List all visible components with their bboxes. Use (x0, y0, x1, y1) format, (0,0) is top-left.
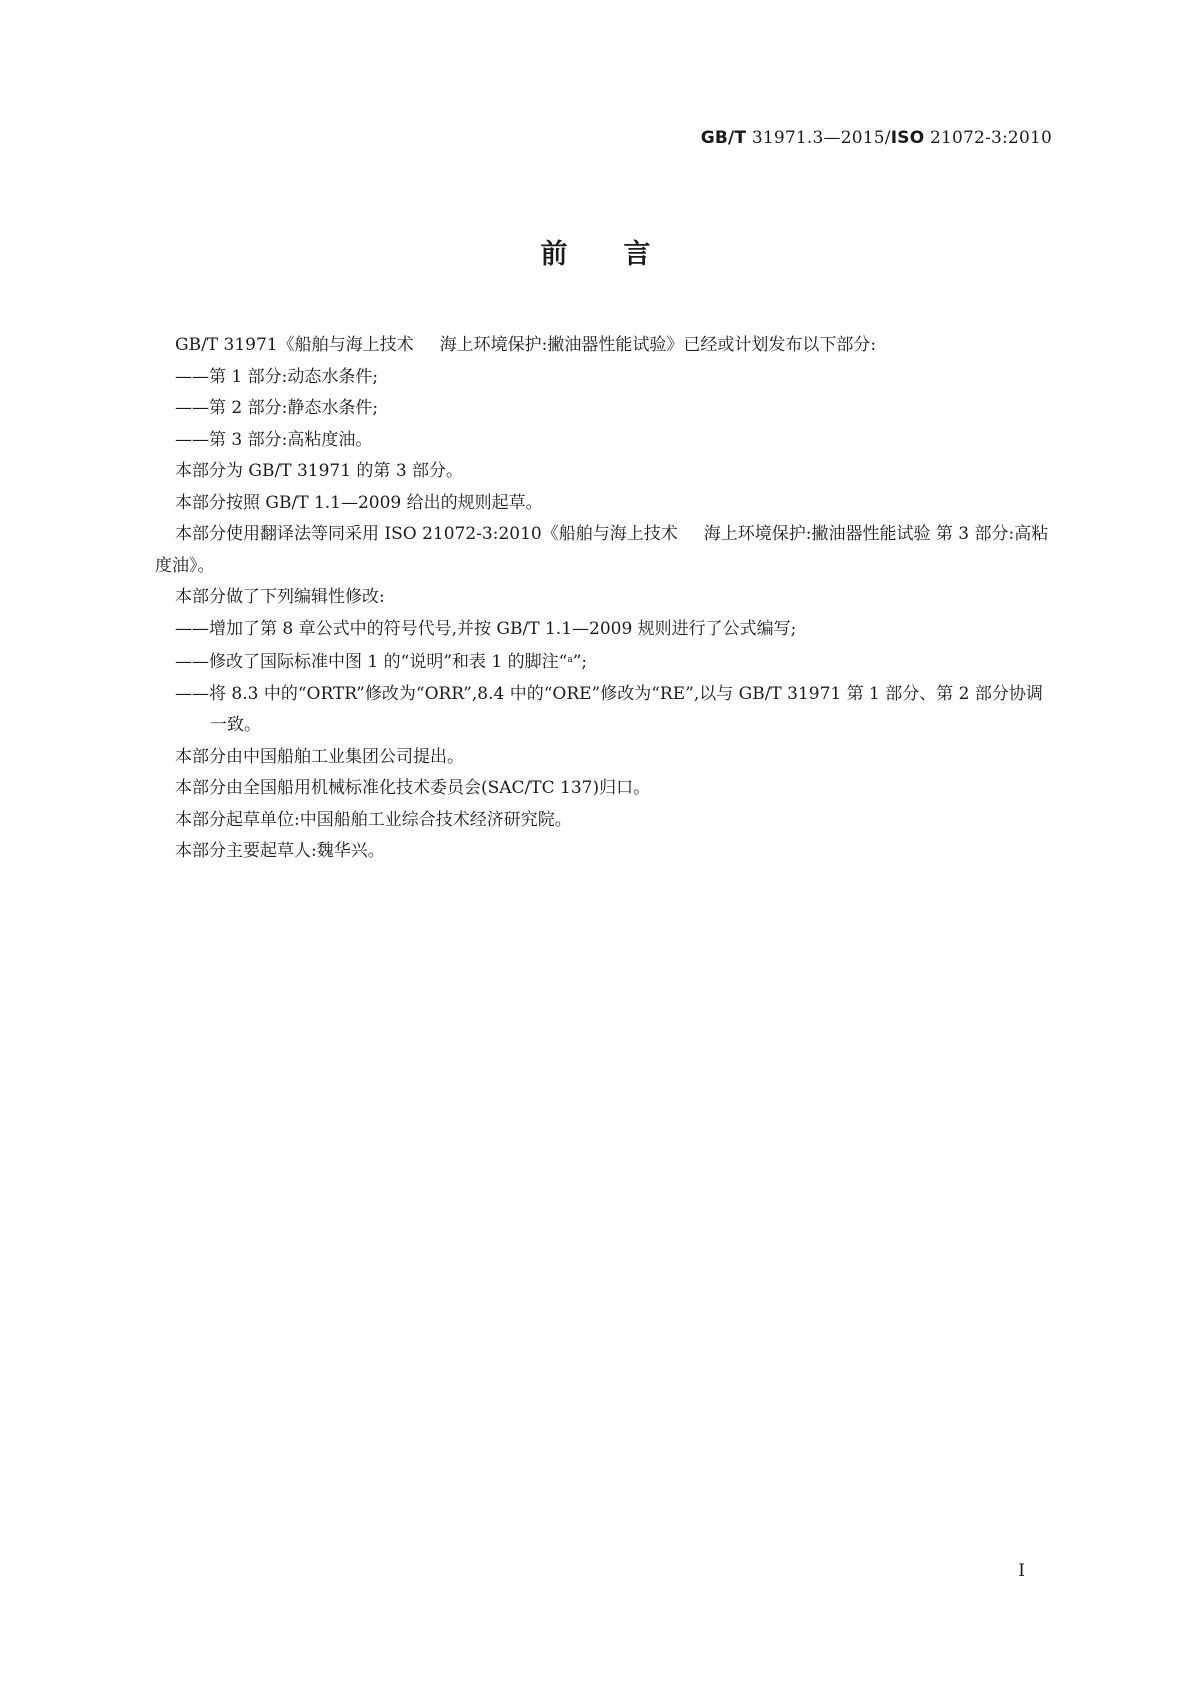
modification-2-text-b: ”; (572, 652, 588, 672)
list-item-modification-2 (155, 645, 1053, 679)
list-item-part2: ——第 2 部分:静态水条件; (175, 398, 379, 418)
paragraph-series-intro (155, 330, 1053, 362)
footnote-marker: a (567, 655, 573, 665)
header-code-number: 31971.3—2015/ (746, 128, 891, 148)
adoption-part-b: 海上环境保护:撇油器性能试验 第 3 部分:高粘度油》。 (155, 524, 1049, 576)
document-code-header (701, 128, 1052, 148)
paragraph-administrator: 本部分由全国船用机械标准化技术委员会(SAC/TC 137)归口。 (175, 778, 651, 798)
adoption-part-a: 本部分使用翻译法等同采用 ISO 21072-3:2010《船舶与海上技术 (175, 524, 678, 544)
list-item-part1: ——第 1 部分:动态水条件; (175, 366, 379, 387)
paragraph-drafting-rules: 本部分按照 GB/T 1.1—2009 给出的规则起草。 (175, 492, 543, 513)
paragraph-adoption (155, 519, 1053, 582)
list-item-modification-1: ——增加了第 8 章公式中的符号代号,并按 GB/T 1.1—2009 规则进行了公式编写; (175, 618, 797, 639)
foreword-body (155, 330, 1053, 868)
page-number: I (1018, 1561, 1025, 1581)
modification-2-text-a: ——修改了国际标准中图 1 的“说明”和表 1 的脚注“ (175, 652, 568, 672)
header-code-gbt: GB/T (700, 128, 747, 148)
header-code-iso-number: 21072-3:2010 (924, 128, 1052, 148)
paragraph-modifications-intro: 本部分做了下列编辑性修改: (175, 587, 385, 607)
list-item-modification-3: ——将 8.3 中的“ORTR”修改为“ORR”,8.4 中的“ORE”修改为“RE”,以与 GB/T 31971 第 1 部分、第 2 部分协调一致。 (175, 683, 1043, 735)
header-code-iso: ISO (890, 128, 925, 148)
paragraph-part-statement: 本部分为 GB/T 31971 的第 3 部分。 (175, 461, 464, 481)
paragraph-proposer: 本部分由中国船舶工业集团公司提出。 (175, 746, 464, 767)
paragraph-drafting-unit: 本部分起草单位:中国船舶工业综合技术经济研究院。 (175, 809, 572, 830)
series-intro-part-b: 海上环境保护:撇油器性能试验》已经或计划发布以下部分: (439, 335, 877, 355)
series-intro-part-a: GB/T 31971《船舶与海上技术 (175, 335, 414, 355)
page-title: 前言 (540, 239, 707, 270)
paragraph-drafter: 本部分主要起草人:魏华兴。 (175, 841, 385, 861)
list-item-part3: ——第 3 部分:高粘度油。 (175, 429, 373, 450)
